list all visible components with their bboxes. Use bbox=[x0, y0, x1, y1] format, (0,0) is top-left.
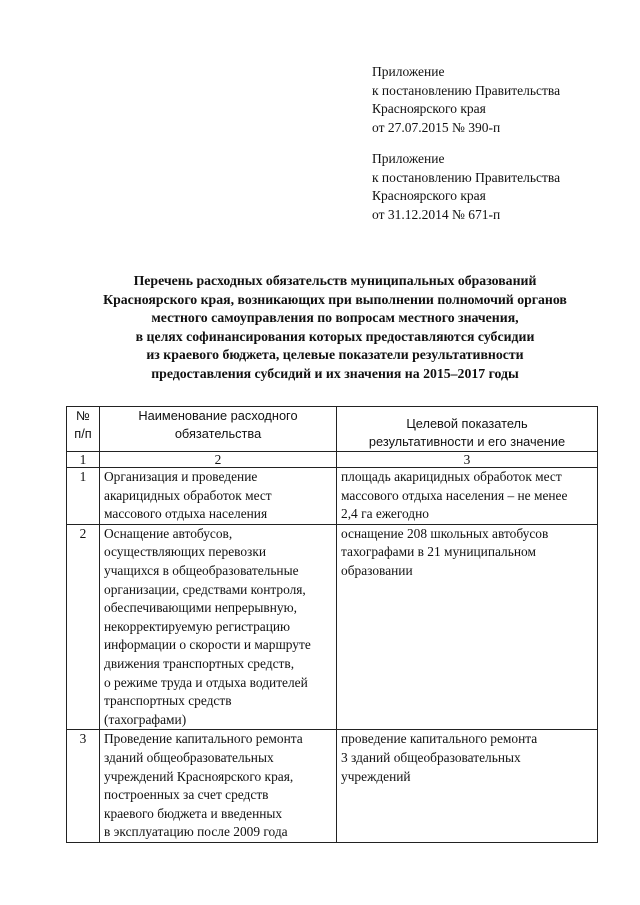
appendix-line: Приложение bbox=[372, 64, 445, 79]
indicator-cell bbox=[337, 524, 598, 730]
cell-line: тахографами в 21 муниципальном bbox=[341, 544, 536, 560]
header-obligation-line: обязательства bbox=[174, 426, 262, 441]
header-indicator-line: результативности и его значение bbox=[368, 434, 566, 449]
cell-line: некорректируемую регистрацию bbox=[104, 618, 291, 634]
table-header-row bbox=[67, 407, 598, 452]
appendix-line: Красноярского края bbox=[372, 101, 486, 116]
cell-line: в эксплуатацию после 2009 года bbox=[104, 824, 288, 840]
obligations-table bbox=[66, 406, 598, 843]
cell-line: Проведение капитального ремонта bbox=[104, 731, 303, 747]
appendix-line: к постановлению Правительства bbox=[372, 82, 561, 98]
cell-line: образовании bbox=[341, 562, 413, 578]
header-num bbox=[67, 407, 100, 452]
header-obligation bbox=[100, 407, 337, 452]
title-line: в целях софинансирования которых предоставляются субсидии bbox=[135, 328, 535, 344]
column-number: 1 bbox=[67, 452, 100, 468]
cell-line: обеспечивающими непрерывную, bbox=[104, 600, 297, 616]
title-line: Красноярского края, возникающих при выполнении полномочий органов bbox=[103, 291, 567, 307]
cell-line: построенных за счет средств bbox=[104, 787, 269, 803]
table-row bbox=[67, 468, 598, 525]
cell-line: о режиме труда и отдыха водителей bbox=[104, 674, 308, 690]
column-number: 2 bbox=[100, 452, 337, 468]
title-line: Перечень расходных обязательств муниципальных образований bbox=[133, 273, 537, 288]
header-indicator bbox=[337, 407, 598, 452]
cell-line: проведение капитального ремонта bbox=[341, 731, 538, 747]
appendix-line: от 31.12.2014 № 671-п bbox=[372, 206, 501, 222]
cell-line: акарицидных обработок мест bbox=[104, 487, 272, 503]
indicator-cell bbox=[337, 730, 598, 843]
cell-line: учреждений Красноярского края, bbox=[104, 768, 294, 784]
obligation-cell bbox=[100, 468, 337, 525]
table-row bbox=[67, 524, 598, 730]
table-row bbox=[67, 730, 598, 843]
appendix-note-2 bbox=[372, 150, 560, 224]
cell-line: осуществляющих перевозки bbox=[104, 544, 267, 560]
row-number: 2 bbox=[67, 524, 100, 730]
cell-line: Оснащение автобусов, bbox=[104, 525, 233, 541]
appendix-line: Приложение bbox=[372, 151, 445, 166]
appendix-line: от 27.07.2015 № 390-п bbox=[372, 119, 501, 135]
column-number: 3 bbox=[337, 452, 598, 468]
cell-line: массового отдыха населения bbox=[104, 506, 268, 522]
appendix-line: Красноярского края bbox=[372, 188, 486, 203]
row-number: 3 bbox=[67, 730, 100, 843]
indicator-cell bbox=[337, 468, 598, 525]
title-line: местного самоуправления по вопросам местного значения, bbox=[151, 310, 519, 325]
cell-line: транспортных средств bbox=[104, 693, 232, 709]
obligation-cell bbox=[100, 730, 337, 843]
cell-line: массового отдыха населения – не менее bbox=[341, 487, 568, 503]
title-line: предоставления субсидий и их значения на 2015–2017 годы bbox=[151, 365, 519, 381]
cell-line: учащихся в общеобразовательные bbox=[104, 562, 299, 578]
cell-line: 3 зданий общеобразовательных bbox=[341, 749, 521, 765]
header-num-line: п/п bbox=[74, 426, 92, 441]
title-line: из краевого бюджета, целевые показатели результативности bbox=[146, 347, 524, 362]
cell-line: площадь акарицидных обработок мест bbox=[341, 469, 562, 484]
row-number: 1 bbox=[67, 468, 100, 525]
appendix-line: к постановлению Правительства bbox=[372, 169, 561, 185]
cell-line: оснащение 208 школьных автобусов bbox=[341, 525, 549, 541]
header-indicator-line: Целевой показатель bbox=[406, 416, 528, 431]
obligation-cell bbox=[100, 524, 337, 730]
cell-line: движения транспортных средств, bbox=[104, 655, 295, 671]
cell-line: краевого бюджета и введенных bbox=[104, 805, 283, 821]
column-number-row bbox=[67, 452, 598, 468]
cell-line: организации, средствами контроля, bbox=[104, 581, 306, 597]
document-title bbox=[60, 272, 610, 383]
cell-line: информации о скорости и маршруте bbox=[104, 637, 311, 653]
cell-line: учреждений bbox=[341, 768, 411, 784]
header-num-line: № bbox=[76, 408, 90, 423]
cell-line: (тахографами) bbox=[104, 711, 187, 727]
cell-line: 2,4 га ежегодно bbox=[341, 506, 429, 522]
cell-line: Организация и проведение bbox=[104, 469, 258, 484]
appendix-note-1 bbox=[372, 63, 560, 137]
header-obligation-line: Наименование расходного bbox=[138, 408, 298, 423]
cell-line: зданий общеобразовательных bbox=[104, 749, 274, 765]
